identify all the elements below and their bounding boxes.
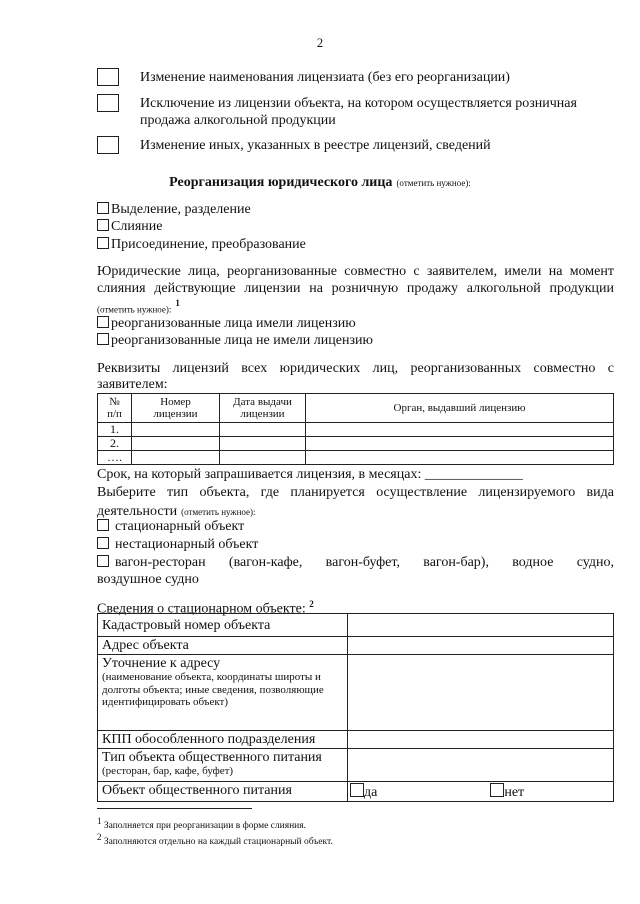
object-type-line2: деятельности bbox=[97, 504, 178, 519]
address-input[interactable] bbox=[348, 637, 614, 655]
checkbox[interactable] bbox=[350, 783, 364, 797]
joint-option-no-license[interactable] bbox=[97, 333, 373, 349]
address-clarification-input[interactable] bbox=[348, 655, 614, 731]
catering-type-input[interactable] bbox=[348, 749, 614, 782]
address-clarification-label: Уточнение к адресу bbox=[102, 656, 221, 671]
reorg-option-merger[interactable] bbox=[97, 219, 162, 235]
kpp-label: КПП обособленного подразделения bbox=[98, 731, 348, 749]
reorg-option-label: Слияние bbox=[111, 219, 163, 234]
cadastral-label: Кадастровый номер объекта bbox=[98, 614, 348, 637]
licenses-table-header bbox=[98, 394, 614, 423]
details-line1: Реквизиты лицензий всех юридических лиц, реорганизованных совместно с bbox=[97, 361, 614, 376]
cell-license-number[interactable] bbox=[132, 451, 220, 465]
object-type-option-label: нестационарный объект bbox=[115, 537, 259, 552]
footnote-1-ref: 1 bbox=[97, 816, 102, 826]
header-no: № п/п bbox=[98, 394, 132, 423]
joint-hint: (отметить нужное): bbox=[97, 304, 172, 315]
table-row bbox=[98, 637, 614, 655]
reorg-heading-hint: (отметить нужное): bbox=[396, 178, 471, 188]
object-type-line1: Выберите тип объекта, где планируется осуществление лицензируемого вида bbox=[97, 485, 614, 500]
reorg-option-accession[interactable] bbox=[97, 237, 306, 253]
object-type-hint: (отметить нужное): bbox=[181, 507, 256, 517]
option-change-other-label: Изменение иных, указанных в реестре лицензий, сведений bbox=[140, 138, 491, 153]
catering-object-label: Объект общественного питания bbox=[98, 782, 348, 802]
catering-type-cell bbox=[98, 749, 348, 782]
object-type-stationary[interactable] bbox=[97, 519, 244, 535]
checkbox[interactable] bbox=[97, 237, 109, 249]
object-type-line2-row bbox=[97, 502, 256, 520]
footnote-1 bbox=[97, 815, 306, 832]
catering-yes-option[interactable] bbox=[350, 785, 377, 800]
reorg-option-label: Выделение, разделение bbox=[111, 202, 251, 217]
checkbox-change-other[interactable] bbox=[97, 136, 119, 154]
joint-line2: слияния действующие лицензии на розничную продажу алкогольной продукции bbox=[97, 281, 614, 296]
catering-type-note: (ресторан, бар, кафе, буфет) bbox=[102, 765, 234, 777]
address-label: Адрес объекта bbox=[98, 637, 348, 655]
table-row bbox=[98, 782, 614, 802]
checkbox[interactable] bbox=[97, 316, 109, 328]
footnote-ref-1: 1 bbox=[175, 298, 180, 308]
table-row bbox=[98, 749, 614, 782]
object-type-option-label: стационарный объект bbox=[115, 519, 245, 534]
checkbox[interactable] bbox=[97, 219, 109, 231]
term-label: Срок, на который запрашивается лицензия, в месяцах: bbox=[97, 467, 422, 482]
licenses-table bbox=[97, 393, 614, 465]
cell-license-number[interactable] bbox=[132, 437, 220, 451]
footnote-2-text: Заполняются отдельно на каждый стационарный объект. bbox=[103, 837, 333, 848]
reorg-option-label: Присоединение, преобразование bbox=[111, 237, 306, 252]
table-row bbox=[98, 731, 614, 749]
term-input[interactable]: ______________ bbox=[424, 467, 523, 482]
header-issue-date: Дата выдачи лицензии bbox=[220, 394, 306, 423]
joint-option-had-license[interactable] bbox=[97, 316, 356, 332]
table-row bbox=[98, 423, 614, 437]
cell-issuing-authority[interactable] bbox=[306, 437, 614, 451]
footnote-2-ref: 2 bbox=[97, 832, 102, 842]
term-row bbox=[97, 467, 523, 483]
footnote-ref-2: 2 bbox=[309, 599, 314, 609]
option-change-name-label: Изменение наименования лицензиата (без его реорганизации) bbox=[140, 70, 510, 85]
cadastral-input[interactable] bbox=[348, 614, 614, 637]
address-clarification-cell bbox=[98, 655, 348, 731]
kpp-input[interactable] bbox=[348, 731, 614, 749]
no-label: нет bbox=[504, 785, 525, 800]
table-row bbox=[98, 614, 614, 637]
reorg-heading-text: Реорганизация юридического лица bbox=[169, 175, 393, 190]
checkbox[interactable] bbox=[97, 202, 109, 214]
checkbox[interactable] bbox=[97, 519, 109, 531]
cell-issuing-authority[interactable] bbox=[306, 423, 614, 437]
cell-license-number[interactable] bbox=[132, 423, 220, 437]
catering-type-label: Тип объекта общественного питания bbox=[102, 750, 322, 765]
details-line2: заявителем: bbox=[97, 377, 168, 392]
option-exclude-object-label-line1: Исключение из лицензии объекта, на котором осуществляется розничная bbox=[140, 96, 577, 111]
checkbox-exclude-object[interactable] bbox=[97, 94, 119, 112]
catering-object-choice bbox=[348, 782, 614, 802]
checkbox[interactable] bbox=[97, 555, 109, 567]
page-number: 2 bbox=[316, 36, 324, 50]
reorg-heading bbox=[0, 173, 640, 191]
joint-option-label: реорганизованные лица не имели лицензию bbox=[111, 333, 373, 348]
cell-issue-date[interactable] bbox=[220, 423, 306, 437]
row-number: 2. bbox=[98, 437, 132, 451]
option-exclude-object-label-line2: продажа алкогольной продукции bbox=[140, 113, 336, 128]
catering-no-option[interactable] bbox=[490, 785, 524, 800]
object-type-nonstationary[interactable] bbox=[97, 537, 258, 553]
checkbox-change-name[interactable] bbox=[97, 68, 119, 86]
reorg-option-separation[interactable] bbox=[97, 202, 251, 218]
stationary-heading: Сведения о стационарном объекте: bbox=[97, 601, 306, 617]
joint-hint-row bbox=[97, 298, 180, 317]
table-row bbox=[98, 655, 614, 731]
footnote-divider bbox=[97, 808, 252, 809]
joint-option-label: реорганизованные лица имели лицензию bbox=[111, 316, 356, 331]
object-type-transport-line2: воздушное судно bbox=[97, 572, 199, 587]
address-clarification-note: (наименование объекта, координаты широты и долготы объекта; иные сведения, позволяющие идентифицировать объект) bbox=[102, 671, 324, 708]
cell-issue-date[interactable] bbox=[220, 451, 306, 465]
header-issuing-authority: Орган, выдавший лицензию bbox=[306, 394, 614, 423]
table-row bbox=[98, 451, 614, 465]
checkbox[interactable] bbox=[97, 333, 109, 345]
row-number: 1. bbox=[98, 423, 132, 437]
checkbox[interactable] bbox=[97, 537, 109, 549]
cell-issuing-authority[interactable] bbox=[306, 451, 614, 465]
object-type-transport[interactable] bbox=[97, 555, 614, 571]
table-row bbox=[98, 437, 614, 451]
yes-label: да bbox=[364, 785, 378, 800]
checkbox[interactable] bbox=[490, 783, 504, 797]
object-type-option-label: вагон-ресторан (вагон-кафе, вагон-буфет, вагон-бар), водное судно, bbox=[115, 555, 614, 570]
header-license-number: Номер лицензии bbox=[132, 394, 220, 423]
stationary-table bbox=[97, 613, 614, 802]
footnote-2 bbox=[97, 831, 333, 848]
row-number: …. bbox=[98, 451, 132, 465]
cell-issue-date[interactable] bbox=[220, 437, 306, 451]
footnote-1-text: Заполняется при реорганизации в форме слияния. bbox=[103, 821, 307, 832]
joint-line1: Юридические лица, реорганизованные совместно с заявителем, имели на момент bbox=[97, 264, 614, 279]
